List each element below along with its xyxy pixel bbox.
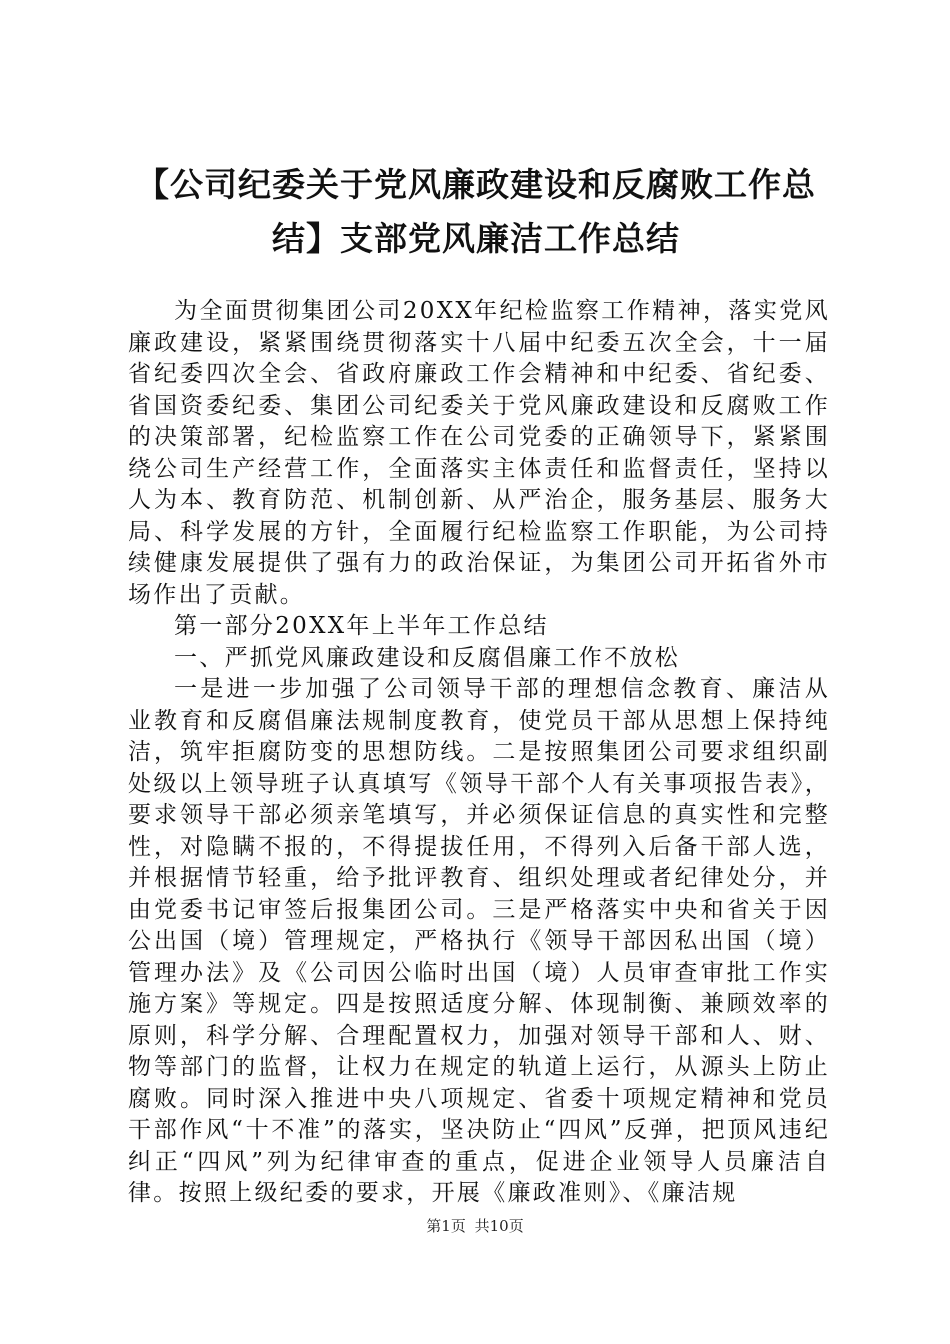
document-body [128,296,830,1210]
page-total: 共10页 [474,1217,524,1235]
subsection-heading: 一、严抓党风廉政建设和反腐倡廉工作不放松 [174,644,680,671]
page-footer [0,1216,950,1236]
paragraph-intro: 为全面贯彻集团公司20XX年纪检监察工作精神，落实党风廉政建设，紧紧围绕贯彻落实十八届中纪委五次全会，十一届省纪委四次全会、省政府廉政工作会精神和中纪委、省纪委、省国资委纪委、集团公司纪委关于党风廉政建设和反腐败工作的决策部署，纪检监察工作在公司党委的正确领导下，紧紧围绕公司生产经营工作，全面落实主体责任和监督责任，坚持以人为本、教育防范、机制创新、从严治企，服务基层、服务大局、科学发展的方针，全面履行纪检监察工作职能，为公司持续健康发展提供了强有力的政治保证，为集团公司开拓省外市场作出了贡献。 [128,298,830,608]
paragraph-body: 一是进一步加强了公司领导干部的理想信念教育、廉洁从业教育和反腐倡廉法规制度教育，使党员干部从思想上保持纯洁，筑牢拒腐防变的思想防线。二是按照集团公司要求组织副处级以上领导班子认真填写《领导干部个人有关事项报告表》，要求领导干部必须亲笔填写，并必须保证信息的真实性和完整性，对隐瞒不报的，不得提拔任用，不得列入后备干部人选，并根据情节轻重，给予批评教育、组织处理或者纪律处分，并由党委书记审签后报集团公司。三是严格落实中央和省关于因公出国（境）管理规定，严格执行《领导干部因私出国（境）管理办法》及《公司因公临时出国（境）人员审查审批工作实施方案》等规定。四是按照适度分解、体现制衡、兼顾效率的原则，科学分解、合理配置权力，加强对领导干部和人、财、物等部门的监督，让权力在规定的轨道上运行，从源头上防止腐败。同时深入推进中央八项规定、省委十项规定精神和党员干部作风“十不准”的落实，坚决防止“四风”反弹，把顶风违纪纠正“四风”列为纪律审查的重点，促进企业领导人员廉洁自律。按照上级纪委的要求，开展《廉政准则》、《廉洁规 [128,676,830,1206]
page-number: 第1页 [426,1217,466,1235]
section-heading: 第一部分20XX年上半年工作总结 [174,613,549,639]
document-title: 【公司纪委关于党风廉政建设和反腐败工作总结】支部党风廉洁工作总结 [136,165,816,258]
